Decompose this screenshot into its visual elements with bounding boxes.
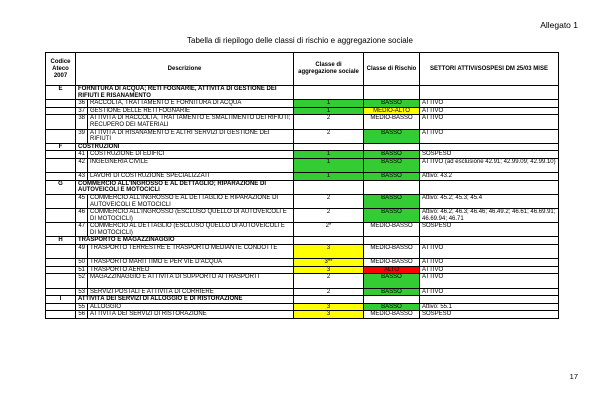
row-risk-class: BASSO: [364, 158, 420, 172]
section-risk: [364, 143, 420, 151]
table-row: [46, 259, 559, 267]
row-code-empty: [46, 194, 76, 208]
row-risk-class: MEDIO-ALTO: [364, 107, 420, 115]
row-number: 52: [76, 274, 88, 288]
row-description: COSTRUZIONE DI EDIFICI: [88, 151, 294, 159]
row-number: 45: [76, 194, 88, 208]
row-number: 37: [76, 107, 88, 115]
header-sectors: SETTORI ATTIVI/SOSPESI DM 25/03 MISE: [420, 53, 559, 86]
row-code-empty: [46, 223, 76, 237]
row-risk-class: ALTO: [364, 266, 420, 274]
row-description: MAGAZZINAGGIO E ATTIVITÀ DI SUPPORTO AI TRASPORTI: [88, 274, 294, 288]
section-sectors: [420, 143, 559, 151]
table-row: [46, 266, 559, 274]
row-number: 36: [76, 100, 88, 108]
row-sector-status: ATTIVO: [420, 100, 559, 108]
row-aggregation-class: 1: [294, 107, 364, 115]
row-number: 49: [76, 245, 88, 259]
row-number: 39: [76, 129, 88, 143]
section-row: [46, 86, 559, 100]
row-sector-status: ATTIVO (ad esclusione 42.91; 42.99.09; 42.99.10): [420, 158, 559, 172]
row-aggregation-class: 1: [294, 100, 364, 108]
row-description: TRASPORTO MARITTIMO E PER VIE D'ACQUA: [88, 259, 294, 267]
risk-classes-table: [45, 52, 559, 319]
table-row: [46, 151, 559, 159]
table-row: [46, 274, 559, 288]
row-risk-class: MEDIO-BASSO: [364, 223, 420, 237]
row-risk-class: MEDIO-BASSO: [364, 245, 420, 259]
header-row: [46, 53, 559, 86]
row-aggregation-class: 3: [294, 311, 364, 319]
header-code: Codice Ateco 2007: [46, 53, 76, 86]
section-risk: [364, 237, 420, 245]
row-sector-status: ATTIVO: [420, 245, 559, 259]
section-sectors: [420, 180, 559, 194]
section-title: COSTRUZIONI: [76, 143, 294, 151]
section-class: [294, 143, 364, 151]
table-row: [46, 115, 559, 129]
section-code: E: [46, 86, 76, 100]
row-risk-class: BASSO: [364, 194, 420, 208]
row-sector-status: ATTIVO: [420, 115, 559, 129]
row-sector-status: ATTIVO: [420, 259, 559, 267]
row-aggregation-class: 2: [294, 209, 364, 223]
row-aggregation-class: 2: [294, 115, 364, 129]
section-row: [46, 296, 559, 304]
row-risk-class: MEDIO-BASSO: [364, 259, 420, 267]
table-row: [46, 129, 559, 143]
row-description: ATTIVITÀ DI RACCOLTA, TRATTAMENTO E SMALTIMENTO DEI RIFIUTI; RECUPERO DEI MATERIALI: [88, 115, 294, 129]
row-number: 50: [76, 259, 88, 267]
row-risk-class: MEDIO-BASSO: [364, 311, 420, 319]
row-description: TRASPORTO TERRESTRE E TRASPORTO MEDIANTE CONDOTTE: [88, 245, 294, 259]
table-row: [46, 158, 559, 172]
row-code-empty: [46, 115, 76, 129]
row-code-empty: [46, 107, 76, 115]
row-aggregation-class: 2*: [294, 223, 364, 237]
row-aggregation-class: 1: [294, 173, 364, 181]
table-row: [46, 288, 559, 296]
row-sector-status: Attivo: 46.2; 46.3; 46.46; 46.49.2; 46.61; 46.69.91; 46.69.94; 46.71: [420, 209, 559, 223]
row-number: 55: [76, 303, 88, 311]
row-risk-class: BASSO: [364, 173, 420, 181]
row-sector-status: ATTIVO: [420, 274, 559, 288]
row-number: 53: [76, 288, 88, 296]
row-code-empty: [46, 151, 76, 159]
table-row: [46, 303, 559, 311]
row-number: 43: [76, 173, 88, 181]
row-number: 38: [76, 115, 88, 129]
table-row: [46, 107, 559, 115]
row-code-empty: [46, 311, 76, 319]
section-title: ATTIVITÀ DEI SERVIZI DI ALLOGGIO E DI RISTORAZIONE: [76, 296, 294, 304]
row-sector-status: SOSPESO: [420, 151, 559, 159]
row-risk-class: MEDIO-BASSO: [364, 115, 420, 129]
row-number: 47: [76, 223, 88, 237]
page-title: Tabella di riepilogo delle classi di rischio e aggregazione sociale: [187, 36, 413, 45]
row-risk-class: BASSO: [364, 100, 420, 108]
section-class: [294, 237, 364, 245]
annex-label: Allegato 1: [540, 20, 578, 30]
section-row: [46, 143, 559, 151]
table-row: [46, 223, 559, 237]
row-code-empty: [46, 266, 76, 274]
section-class: [294, 86, 364, 100]
row-code-empty: [46, 303, 76, 311]
section-risk: [364, 296, 420, 304]
row-code-empty: [46, 288, 76, 296]
row-description: GESTIONE DELLE RETI FOGNARIE: [88, 107, 294, 115]
row-description: COMMERCIO ALL'INGROSSO E AL DETTAGLIO E RIPARAZIONE DI AUTOVEICOLI E MOTOCICLI: [88, 194, 294, 208]
header-risk: Classe di Rischio: [364, 53, 420, 86]
row-aggregation-class: 1: [294, 158, 364, 172]
row-aggregation-class: 3: [294, 266, 364, 274]
row-code-empty: [46, 259, 76, 267]
table-row: [46, 245, 559, 259]
section-class: [294, 180, 364, 194]
table-row: [46, 311, 559, 319]
section-sectors: [420, 86, 559, 100]
row-aggregation-class: 3: [294, 245, 364, 259]
row-risk-class: BASSO: [364, 274, 420, 288]
row-description: ATTIVITÀ DI RISANAMENTO E ALTRI SERVIZI DI GESTIONE DEI RIFIUTI: [88, 129, 294, 143]
row-number: 51: [76, 266, 88, 274]
row-risk-class: BASSO: [364, 151, 420, 159]
section-row: [46, 237, 559, 245]
row-description: ALLOGGIO: [88, 303, 294, 311]
row-sector-status: ATTIVO: [420, 288, 559, 296]
row-number: 42: [76, 158, 88, 172]
row-sector-status: ATTIVO: [420, 266, 559, 274]
row-risk-class: BASSO: [364, 288, 420, 296]
row-code-empty: [46, 173, 76, 181]
row-description: INGEGNERIA CIVILE: [88, 158, 294, 172]
header-class: Classe di aggregazione sociale: [294, 53, 364, 86]
row-description: TRASPORTO AEREO: [88, 266, 294, 274]
row-sector-status: ATTIVO: [420, 107, 559, 115]
header-description: Descrizione: [76, 53, 294, 86]
row-sector-status: Attivo: 45.2; 45.3; 45.4: [420, 194, 559, 208]
row-description: COMMERCIO ALL'INGROSSO (ESCLUSO QUELLO DI AUTOVEICOLI E DI MOTOCICLI): [88, 209, 294, 223]
section-title: TRASPORTO E MAGAZZINAGGIO: [76, 237, 294, 245]
row-description: SERVIZI POSTALI E ATTIVITÀ DI CORRIERE: [88, 288, 294, 296]
section-sectors: [420, 296, 559, 304]
row-description: LAVORI DI COSTRUZIONE SPECIALIZZATI: [88, 173, 294, 181]
row-number: 56: [76, 311, 88, 319]
row-description: ATTIVITÀ DEI SERVIZI DI RISTORAZIONE: [88, 311, 294, 319]
section-sectors: [420, 237, 559, 245]
table-row: [46, 209, 559, 223]
row-number: 41: [76, 151, 88, 159]
row-sector-status: ATTIVO: [420, 129, 559, 143]
row-description: COMMERCIO AL DETTAGLIO (ESCLUSO QUELLO DI AUTOVEICOLI E DI MOTOCICLI): [88, 223, 294, 237]
row-aggregation-class: 2: [294, 129, 364, 143]
row-code-empty: [46, 245, 76, 259]
table-body: [46, 86, 559, 319]
row-number: 46: [76, 209, 88, 223]
row-sector-status: SOSPESO: [420, 311, 559, 319]
section-class: [294, 296, 364, 304]
page-number: 17: [569, 372, 578, 381]
row-risk-class: BASSO: [364, 303, 420, 311]
section-row: [46, 180, 559, 194]
row-aggregation-class: 2: [294, 274, 364, 288]
row-sector-status: Attivo: 55.1: [420, 303, 559, 311]
row-aggregation-class: 1: [294, 151, 364, 159]
table-row: [46, 173, 559, 181]
section-code: F: [46, 143, 76, 151]
table-row: [46, 100, 559, 108]
row-code-empty: [46, 158, 76, 172]
row-aggregation-class: 2: [294, 194, 364, 208]
row-risk-class: BASSO: [364, 129, 420, 143]
section-risk: [364, 86, 420, 100]
row-sector-status: Attivo: 43.2: [420, 173, 559, 181]
section-code: H: [46, 237, 76, 245]
row-sector-status: SOSPESO: [420, 223, 559, 237]
row-description: RACCOLTA, TRATTAMENTO E FORNITURA DI ACQUA: [88, 100, 294, 108]
section-title: FORNITURA DI ACQUA; RETI FOGNARIE, ATTIVITÀ DI GESTIONE DEI RIFIUTI E RISANAMENTO: [76, 86, 294, 100]
section-code: G: [46, 180, 76, 194]
row-risk-class: BASSO: [364, 209, 420, 223]
section-code: I: [46, 296, 76, 304]
row-code-empty: [46, 274, 76, 288]
row-aggregation-class: 3**: [294, 259, 364, 267]
table-row: [46, 194, 559, 208]
row-code-empty: [46, 100, 76, 108]
row-aggregation-class: 2: [294, 288, 364, 296]
row-code-empty: [46, 129, 76, 143]
row-aggregation-class: 3: [294, 303, 364, 311]
row-code-empty: [46, 209, 76, 223]
section-risk: [364, 180, 420, 194]
section-title: COMMERCIO ALL'INGROSSO E AL DETTAGLIO; RIPARAZIONE DI AUTOVEICOLI E MOTOCICLI: [76, 180, 294, 194]
